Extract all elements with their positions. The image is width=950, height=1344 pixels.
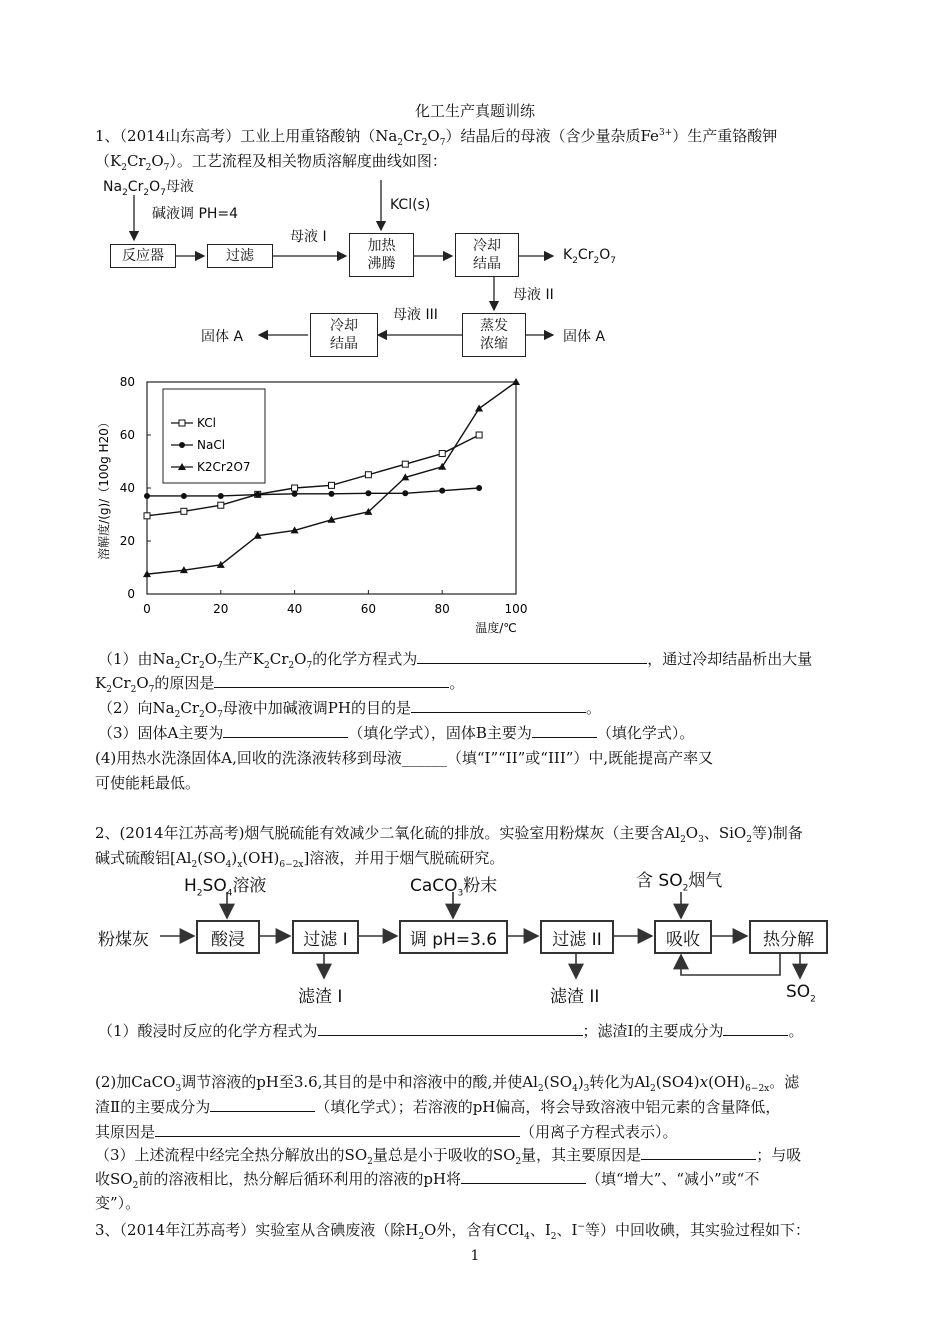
flow-reactor-box: 反应器 (110, 244, 176, 268)
flow-so2-gas-label: 含 $SO_2$烟气 (636, 871, 723, 894)
blank[interactable] (210, 1097, 315, 1112)
flow-mother-liquor-1: 母液 I (290, 229, 327, 245)
flow-residue-1-label: 滤渣 I (298, 987, 343, 1007)
q1-part2: （2）向$Na_2Cr_2O_7$母液中加碱液调PH的目的是 。 (98, 699, 601, 720)
flow-absorb-box: 吸收 (654, 920, 712, 954)
blank[interactable] (318, 1021, 583, 1036)
blank[interactable] (155, 1122, 520, 1137)
flow-filter-box: 过滤 (207, 244, 273, 268)
q2-part2-line1: (2)加CaCO$_3$调节溶液的pH至3.6,其目的是中和溶液中的酸,并使$Al_2(SO_4)_3$转化为$Al_2(SO4)x(OH)_{6-2x}$。滤 (95, 1073, 800, 1094)
q1-part4-line1: (4)用热水洗涤固体A,回收的洗涤液转移到母液______（填“I”“II”或“III”）中,既能提高产率又 (95, 749, 714, 767)
q1-part1-line1: （1）由$Na_2Cr_2O_7$生产$K_2Cr_2O_7$的化学方程式为 ，通过冷却结晶析出大量 (98, 650, 813, 671)
flow-filter-2-box: 过滤 II (540, 920, 614, 954)
flow-cool-crystallize-box-1: 冷却 结晶 (455, 233, 519, 277)
x-tick-label: 60 (360, 602, 377, 616)
page-number: 1 (470, 1248, 480, 1264)
q1-intro-line2: $(K_2Cr_2O_7)$。工艺流程及相关物质溶解度曲线如图： (95, 152, 447, 173)
flow-residue-2-label: 滤渣 II (550, 987, 600, 1007)
q2-part2-line2: 渣Ⅱ的主要成分为 （填化学式）；若溶液的pH偏高，将会导致溶液中铝元素的含量降低， (95, 1098, 781, 1116)
x-tick-label: 80 (434, 602, 450, 616)
flow-h2so4-label: $H_2SO_4$溶液 (184, 876, 267, 899)
x-axis-label: 温度/℃ (475, 621, 517, 635)
blank[interactable] (461, 1169, 586, 1184)
x-tick-label: 0 (143, 602, 151, 616)
flow-product-label: $K_2Cr_2O_7$ (563, 247, 616, 266)
flow-decompose-box: 热分解 (749, 920, 828, 954)
flow-acid-leach-box: 酸浸 (196, 920, 260, 954)
q2-intro-line1: 2、(2014年江苏高考)烟气脱硫能有效减少二氧化硫的排放。实验室用粉煤灰（主要含$Al_2O_3$、SiO$_2$等)制备 (95, 824, 803, 845)
q1-part1-line2: $K_2Cr_2O_7$的原因是 。 (95, 674, 465, 695)
flow-flyash-label: 粉煤灰 (98, 930, 149, 950)
y-axis-label: 溶解度/(g)/（100g H20） (97, 416, 111, 560)
y-tick-label: 20 (119, 534, 135, 548)
q2-part2-line3: 其原因是 （用离子方程式表示）。 (95, 1123, 678, 1141)
page-title: 化工生产真题训练 (414, 102, 535, 120)
q1-part3: （3）固体A主要为 （填化学式），固体B主要为 （填化学式）。 (98, 724, 695, 742)
legend-label: NaCl (197, 438, 226, 452)
x-tick-label: 40 (286, 602, 303, 616)
q1-part4-line2: 可使能耗最低。 (95, 774, 201, 792)
y-tick-label: 40 (119, 481, 135, 495)
flow-adjust-ph-box: 调 pH=3.6 (399, 920, 508, 954)
y-tick-label: 60 (119, 428, 135, 442)
q2-intro-line2: 碱式硫酸铝$[Al_2(SO_4)_x(OH)_{6-2x}]$溶液，并用于烟气脱硫研究。 (95, 849, 505, 870)
q2-part3-line2: 收$SO_2$前的溶液相比，热分解后循环利用的溶液的pH将 （填“增大”、“减小”或“不 (95, 1170, 760, 1191)
legend-label: K2Cr2O7 (197, 460, 251, 474)
y-tick-label: 0 (127, 587, 135, 601)
flow-cool-crystallize-box-2: 冷却 结晶 (310, 313, 378, 357)
flow-solid-a-left: 固体 A (201, 329, 244, 345)
flow-alkali-label: 碱液调 PH=4 (152, 206, 239, 222)
flow-mother-liquor-3: 母液 III (393, 307, 438, 323)
flow-mother-liquor-2: 母液 II (513, 287, 554, 303)
blank[interactable] (723, 1021, 788, 1036)
flow-so2-out-label: $SO_2$ (786, 982, 816, 1005)
q3-intro: 3、（2014年江苏高考）实验室从含碘废液（除$H_2O$外，含有CCl$_4$、$I_2$、I−等）中回收碘，其实验过程如下： (95, 1221, 811, 1242)
q2-part3-line3: 变”）。 (95, 1194, 141, 1212)
q2-part3-line1: （3）上述流程中经完全热分解放出的$SO_2$量总是小于吸收的$SO_2$量，其主要原因是 ；与吸 (95, 1146, 802, 1167)
legend-label: KCl (197, 416, 216, 430)
flow-caco3-label: CaCO$_3$粉末 (410, 876, 498, 899)
flow-heat-boil-box: 加热 沸腾 (349, 233, 414, 277)
x-tick-label: 100 (504, 602, 528, 616)
flow-evaporate-box: 蒸发 浓缩 (462, 313, 526, 357)
blank[interactable] (641, 1145, 756, 1160)
flow-solid-a-right: 固体 A (563, 329, 606, 345)
q1-intro-line1: 1、（2014山东高考）工业上用重铬酸钠$(Na_2Cr_2O_7)$结晶后的母液（含少量杂质$Fe^{3+}$）生产重铬酸钾 (95, 127, 778, 148)
flow-filter-1-box: 过滤 I (292, 920, 359, 954)
q2-part1: （1）酸浸时反应的化学方程式为 ；滤渣Ⅰ的主要成分为 。 (98, 1022, 804, 1040)
flow-source-label: $Na_2Cr_2O_7$母液 (103, 179, 194, 198)
x-tick-label: 20 (213, 602, 229, 616)
y-tick-label: 80 (119, 375, 135, 389)
flow-kcl-label: KCl(s) (390, 197, 431, 213)
